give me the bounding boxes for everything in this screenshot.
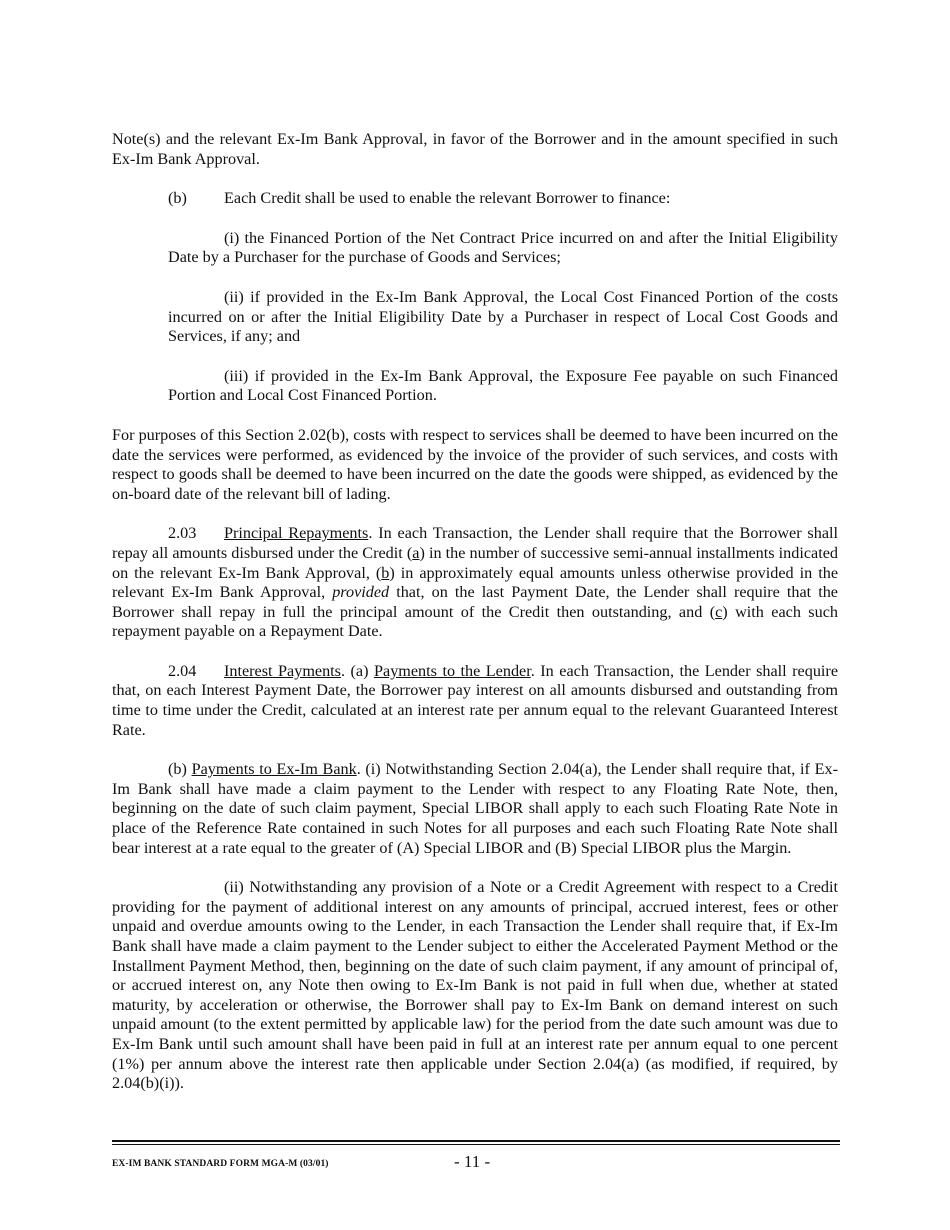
section-text: ) with each such repayment payable on a Repayment Date. (112, 602, 838, 641)
item-letter-a: a (412, 543, 420, 562)
clause-i: (i) the Financed Portion of the Net Contract Price incurred on and after the Initial Eligibility Date by a Purchaser for the purchase of Goods and Services; (168, 228, 838, 267)
section-2-03 (112, 524, 838, 642)
clause-label-b: (b) (168, 189, 187, 208)
clause-label: (b) (168, 760, 192, 779)
provided-term: provided (332, 583, 390, 602)
paragraph-b (112, 189, 838, 209)
section-text: . (i) Notwithstanding Section 2.04(a), the Lender shall require that, if Ex-Im Bank shall have made a claim payment to the Lender with respect to any Floating Rate Note, then, beginning on the date of such claim payment, Special LIBOR shall apply to each such Floating Rate Note in place of the Reference Rate contained in such Notes for all purposes and each such Floating Rate Note shall bear interest at a rate equal to the greater of (A) Special LIBOR and (B) Special LIBOR plus the Margin. (112, 760, 838, 857)
document-body (112, 130, 838, 1094)
section-text: . (a) (340, 661, 374, 680)
section-number: 2.03 (168, 524, 197, 543)
clause-iii: (iii) if provided in the Ex-Im Bank Approval, the Exposure Fee payable on such Financed Portion and Local Cost Financed Portion. (168, 366, 838, 405)
section-text: . In each Transaction, the Lender shall require that the Borrower shall repay all amounts disbursed under the Credit ( (112, 524, 838, 562)
section-title: Interest Payments (224, 661, 341, 680)
section-2-04-b (112, 760, 838, 858)
section-text: ) in the number of successive semi-annual installments indicated on the relevant Ex-Im Bank Approval, ( (112, 543, 838, 582)
footer-rule (112, 1140, 840, 1142)
section-text: ) in approximately equal amounts unless otherwise provided in the relevant Ex-Im Bank Approval, (112, 563, 838, 602)
section-text: . In each Transaction, the Lender shall require that, on each Interest Payment Date, the Borrower pay interest on all amounts disbursed and outstanding from time to time under the Credit, calculated at an interest rate per annum equal to the relevant Guaranteed Interest Rate. (112, 661, 839, 739)
paragraph-continuation: Note(s) and the relevant Ex-Im Bank Approval, in favor of the Borrower and in the amount specified in such Ex-Im Bank Approval. (112, 130, 838, 168)
section-number: 2.04 (168, 661, 197, 680)
section-title: Principal Repayments (224, 524, 369, 543)
section-text: that, on the last Payment Date, the Lender shall require that the Borrower shall repay in full the principal amount of the Credit then outstanding, and ( (112, 583, 838, 621)
section-2-04 (112, 662, 838, 740)
subsection-title: Payments to the Lender (374, 661, 531, 680)
purposes-paragraph: For purposes of this Section 2.02(b), costs with respect to services shall be deemed to have been incurred on the date the services were performed, as evidenced by the invoice of the provider of such services, and costs with respect to goods shall be deemed to have been incurred on the date the goods were shipped, as evidenced by the on-board date of the relevant bill of lading. (112, 425, 838, 503)
section-2-04-b-ii: (ii) Notwithstanding any provision of a Note or a Credit Agreement with respect to a Credit providing for the payment of additional interest on any amounts of principal, accrued interest, fees or other unpaid and overdue amounts owing to the Lender, in each Transaction the Lender shall require that, if Ex-Im Bank shall have made a claim payment to the Lender subject to either the Accelerated Payment Method or the Installment Payment Method, then, beginning on the date of such claim payment, if any amount of principal of, or accrued interest on, any Note then owing to Ex-Im Bank is not paid in full when due, whether at stated maturity, by acceleration or otherwise, the Borrower shall pay to Ex-Im Bank on demand interest on such unpaid amount (to the extent permitted by applicable law) for the period from the date such amount was due to Ex-Im Bank until such amount shall have been paid in full at an interest rate per annum equal to one percent (1%) per annum above the interest rate then applicable under Section 2.04(a) (as modified, if required, by 2.04(b)(i)). (112, 878, 838, 1093)
footer-rule-thin (112, 1144, 840, 1145)
footer-form-label: EX-IM BANK STANDARD FORM MGA-M (03/01) (112, 1159, 329, 1169)
item-letter-c: c (715, 602, 723, 621)
subsection-title: Payments to Ex-Im Bank (191, 760, 357, 779)
item-letter-b: b (381, 563, 390, 582)
page-number: - 11 - (454, 1152, 491, 1171)
clause-b-text: Each Credit shall be used to enable the relevant Borrower to finance: (224, 189, 671, 208)
clause-ii: (ii) if provided in the Ex-Im Bank Approval, the Local Cost Financed Portion of the costs incurred on or after the Initial Eligibility Date by a Purchaser in respect of Local Cost Goods and Services, if any; and (168, 287, 838, 346)
